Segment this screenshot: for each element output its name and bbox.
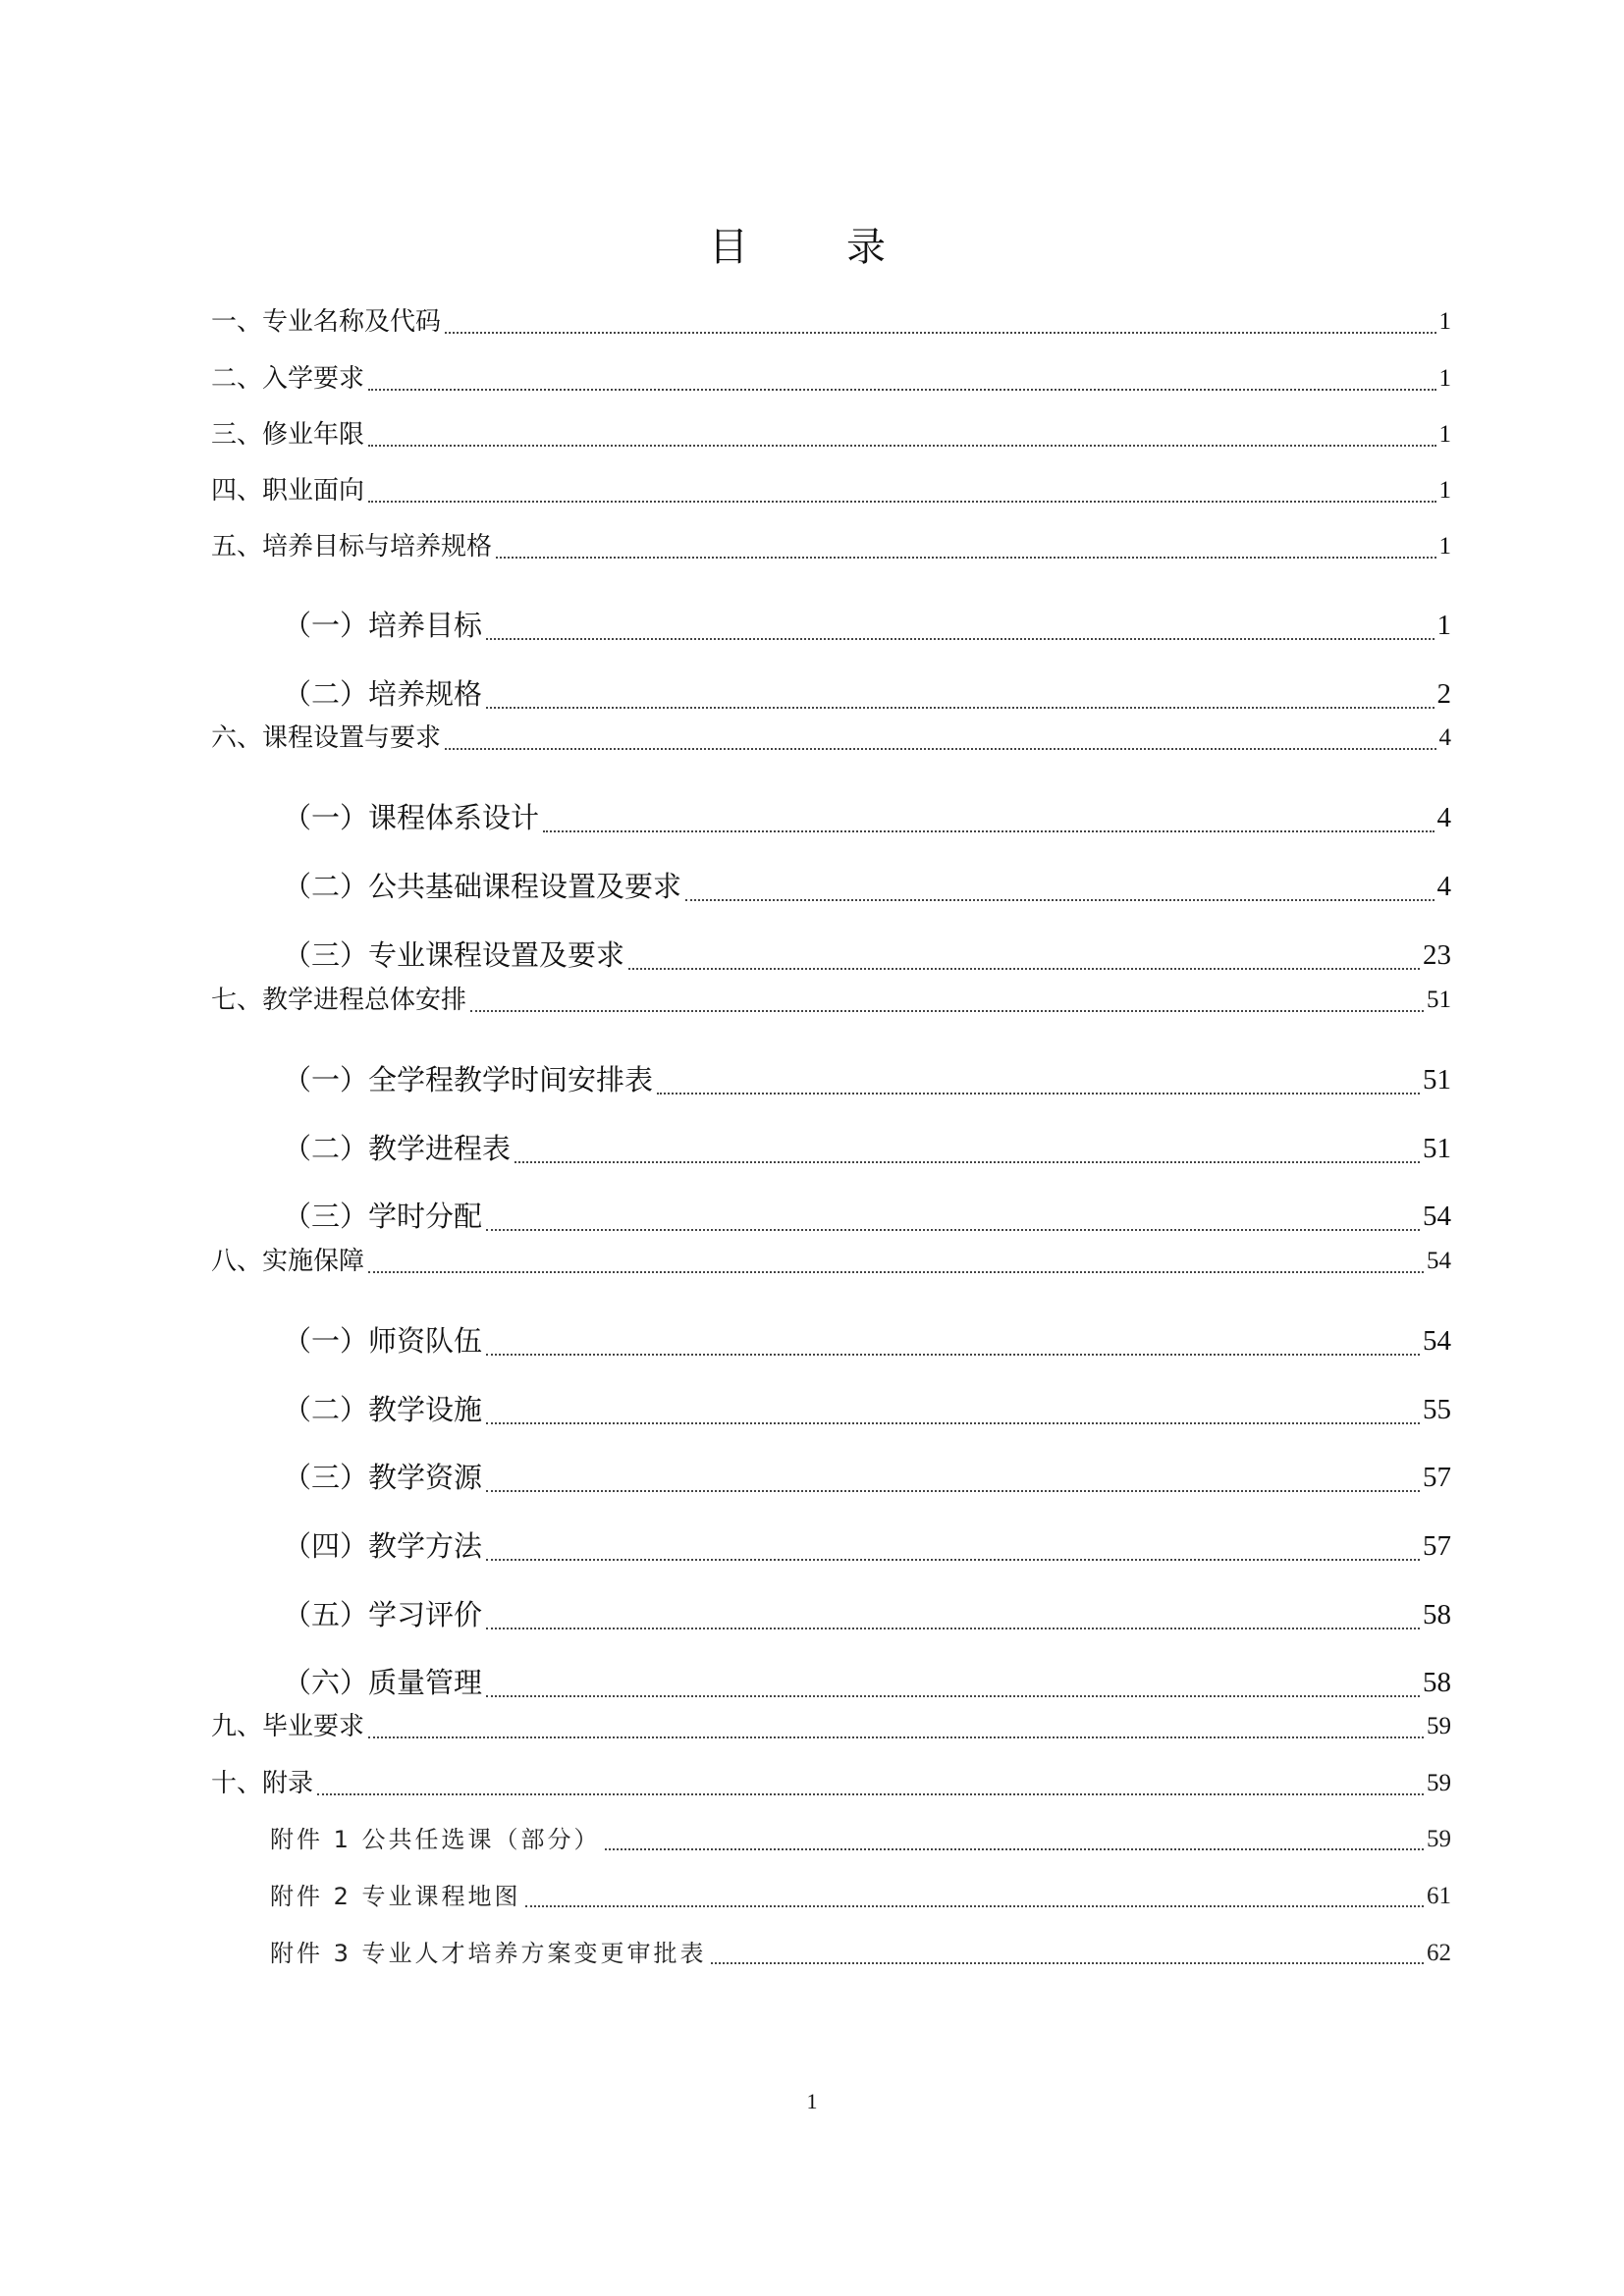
toc-entry-label: （二）公共基础课程设置及要求 xyxy=(283,870,682,903)
page-number: 1 xyxy=(806,2089,818,2113)
toc-dot-leader xyxy=(486,1628,1420,1629)
toc-dot-leader xyxy=(486,707,1434,709)
toc-entry[interactable] xyxy=(283,1197,1451,1236)
toc-dot-leader xyxy=(711,1962,1424,1964)
toc-entry-label: （一）培养目标 xyxy=(283,609,483,642)
toc-entry-page: 54 xyxy=(1423,1201,1451,1232)
toc-entry[interactable] xyxy=(211,1245,1451,1278)
toc-entry[interactable] xyxy=(211,721,1451,755)
toc-entry-label: （一）课程体系设计 xyxy=(283,801,540,834)
toc-entry[interactable] xyxy=(270,1938,1451,1969)
toc-dot-leader xyxy=(514,1161,1420,1163)
toc-entry-page: 1 xyxy=(1438,533,1451,560)
toc-entry-label: 一、专业名称及代码 xyxy=(211,307,442,337)
toc-entry[interactable] xyxy=(211,362,1451,396)
toc-entry-page: 59 xyxy=(1427,1826,1451,1852)
toc-entry-label: （二）培养规格 xyxy=(283,677,483,711)
toc-entry[interactable] xyxy=(283,1129,1451,1168)
toc-dot-leader xyxy=(486,1559,1420,1561)
toc-entry-page: 51 xyxy=(1423,1133,1451,1164)
toc-entry[interactable] xyxy=(270,1881,1451,1912)
toc-entry[interactable] xyxy=(283,1060,1451,1099)
toc-dot-leader xyxy=(486,638,1434,640)
toc-entry-page: 51 xyxy=(1423,1064,1451,1095)
toc-dot-leader xyxy=(525,1905,1424,1907)
toc-entry-page: 59 xyxy=(1427,1713,1451,1739)
toc-dot-leader xyxy=(628,968,1420,970)
toc-entry-page: 58 xyxy=(1423,1667,1451,1698)
toc-entry[interactable] xyxy=(283,1526,1451,1566)
toc-entry-page: 1 xyxy=(1438,365,1451,392)
toc-entry[interactable] xyxy=(211,418,1451,452)
toc-entry[interactable] xyxy=(283,1595,1451,1634)
toc-entry-page: 1 xyxy=(1436,610,1451,641)
toc-dot-leader xyxy=(368,1271,1424,1273)
toc-dot-leader xyxy=(657,1093,1420,1095)
toc-entry-page: 58 xyxy=(1423,1599,1451,1630)
toc-dot-leader xyxy=(605,1848,1424,1850)
toc-entry-label: 附件 1 公共任选课（部分） xyxy=(270,1826,601,1853)
toc-entry-label: （三）学时分配 xyxy=(283,1200,483,1233)
toc-dot-leader xyxy=(486,1354,1420,1356)
toc-entry[interactable] xyxy=(283,935,1451,975)
toc-entry[interactable] xyxy=(283,1458,1451,1497)
toc-entry-page: 55 xyxy=(1423,1394,1451,1425)
toc-entry[interactable] xyxy=(283,1321,1451,1361)
toc-entry-label: （二）教学进程表 xyxy=(283,1132,512,1165)
toc-entry-label: （三）教学资源 xyxy=(283,1461,483,1494)
toc-entry[interactable] xyxy=(283,867,1451,906)
toc-entry-label: 十、附录 xyxy=(211,1769,314,1798)
toc-entry-page: 57 xyxy=(1423,1530,1451,1562)
toc-entry[interactable] xyxy=(211,305,1451,339)
toc-dot-leader xyxy=(543,830,1434,832)
toc-entry[interactable] xyxy=(211,1767,1451,1800)
toc-entry-page: 51 xyxy=(1427,987,1451,1013)
toc-entry-page: 4 xyxy=(1436,802,1451,833)
toc-entry-page: 57 xyxy=(1423,1462,1451,1493)
toc-dot-leader xyxy=(445,332,1435,334)
toc-entry[interactable] xyxy=(211,984,1451,1017)
toc-entry-label: （三）专业课程设置及要求 xyxy=(283,938,625,972)
toc-entry-label: （五）学习评价 xyxy=(283,1598,483,1631)
toc-entry[interactable] xyxy=(283,1663,1451,1702)
toc-entry-page: 4 xyxy=(1438,724,1451,751)
toc-entry-page: 1 xyxy=(1438,421,1451,448)
toc-entry-label: （四）教学方法 xyxy=(283,1529,483,1563)
toc-dot-leader xyxy=(496,557,1435,559)
toc-dot-leader xyxy=(486,1422,1420,1424)
toc-entry-label: 二、入学要求 xyxy=(211,364,365,394)
toc-entry-label: （一）师资队伍 xyxy=(283,1324,483,1358)
toc-dot-leader xyxy=(470,1010,1424,1012)
toc-entry-label: （六）质量管理 xyxy=(283,1666,483,1699)
toc-entry-page: 62 xyxy=(1427,1940,1451,1966)
toc-entry-label: 六、课程设置与要求 xyxy=(211,723,442,753)
toc-entry-page: 54 xyxy=(1427,1248,1451,1274)
toc-dot-leader xyxy=(445,748,1435,750)
toc-title: 目 录 xyxy=(709,225,915,270)
toc-entry-page: 2 xyxy=(1436,678,1451,710)
toc-dot-leader xyxy=(486,1490,1420,1492)
toc-entry[interactable] xyxy=(283,1390,1451,1429)
toc-entry-label: （二）教学设施 xyxy=(283,1393,483,1426)
toc-entry-label: 八、实施保障 xyxy=(211,1247,365,1276)
toc-dot-leader xyxy=(317,1793,1424,1795)
toc-entry[interactable] xyxy=(283,606,1451,645)
toc-entry-label: （一）全学程教学时间安排表 xyxy=(283,1063,654,1096)
toc-entry-label: 七、教学进程总体安排 xyxy=(211,986,467,1015)
toc-entry-page: 23 xyxy=(1423,939,1451,971)
toc-entry-page: 54 xyxy=(1423,1325,1451,1357)
toc-entry-label: 附件 2 专业课程地图 xyxy=(270,1883,521,1910)
toc-dot-leader xyxy=(486,1229,1420,1231)
toc-entry[interactable] xyxy=(211,530,1451,563)
toc-entry-page: 4 xyxy=(1436,871,1451,902)
toc-entry[interactable] xyxy=(211,1710,1451,1743)
toc-entry-page: 61 xyxy=(1427,1883,1451,1909)
toc-entry-page: 59 xyxy=(1427,1770,1451,1796)
toc-dot-leader xyxy=(486,1695,1420,1697)
toc-entry-label: 附件 3 专业人才培养方案变更审批表 xyxy=(270,1940,707,1967)
toc-entry-page: 1 xyxy=(1438,477,1451,504)
toc-entry[interactable] xyxy=(211,474,1451,507)
toc-dot-leader xyxy=(368,389,1435,391)
toc-entry[interactable] xyxy=(270,1824,1451,1855)
toc-entry[interactable] xyxy=(283,674,1451,714)
toc-entry[interactable] xyxy=(283,798,1451,837)
toc-entry-label: 三、修业年限 xyxy=(211,420,365,450)
toc-entry-label: 九、毕业要求 xyxy=(211,1712,365,1741)
toc-dot-leader xyxy=(685,899,1434,901)
toc-entry-label: 五、培养目标与培养规格 xyxy=(211,532,493,561)
toc-entry-label: 四、职业面向 xyxy=(211,476,365,506)
toc-entry-page: 1 xyxy=(1438,308,1451,335)
toc-dot-leader xyxy=(368,1736,1424,1738)
toc-dot-leader xyxy=(368,445,1435,447)
toc-dot-leader xyxy=(368,501,1435,503)
